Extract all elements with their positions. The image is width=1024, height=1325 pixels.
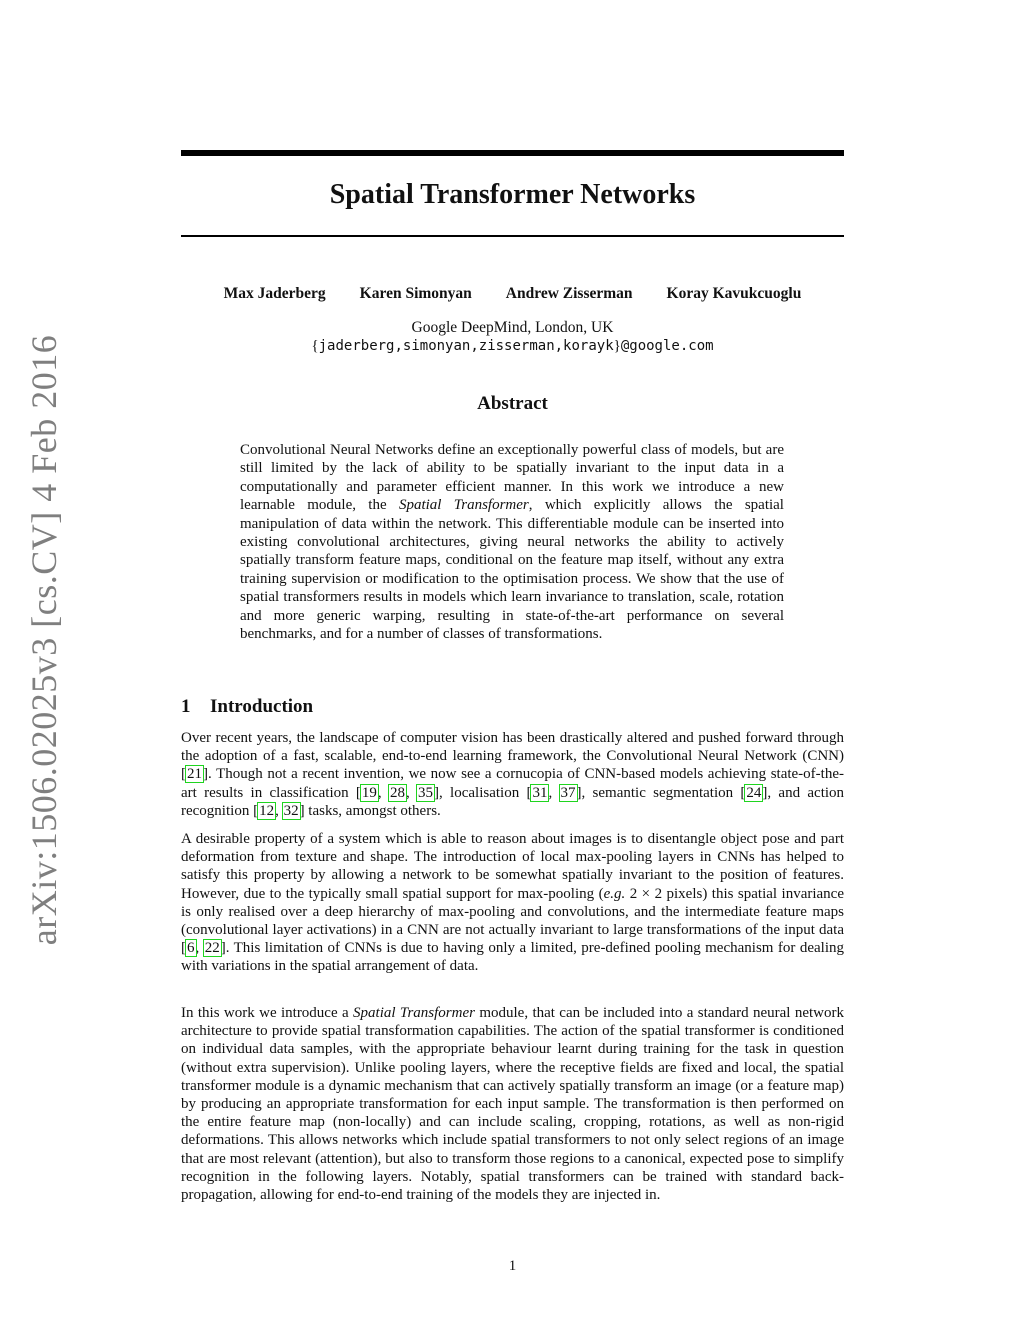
citation-link[interactable]: 32 — [283, 802, 299, 819]
paragraph-text: ], and action recognition [ — [181, 784, 845, 819]
paragraph-text: , — [548, 784, 560, 801]
paragraph-text: , — [275, 802, 283, 819]
author-emails — [181, 337, 844, 356]
author-list — [181, 284, 844, 304]
paragraph-text: , — [405, 784, 418, 801]
intro-paragraph-2 — [181, 830, 844, 976]
paragraph-text: ], semantic segmentation [ — [576, 784, 746, 801]
citation-link[interactable]: 35 — [418, 784, 434, 801]
section-title: Introduction — [210, 696, 314, 717]
title-bottom-rule — [181, 235, 844, 237]
author-name: Andrew Zisserman — [505, 285, 633, 302]
title-top-rule — [181, 150, 844, 156]
brace-close: } — [613, 338, 621, 354]
intro-paragraph-3 — [181, 1004, 844, 1204]
abstract-emphasis: Spatial Transformer — [398, 497, 529, 514]
author-name: Koray Kavukcuoglu — [666, 285, 802, 302]
abstract-body — [240, 441, 784, 643]
brace-open: { — [311, 338, 319, 354]
paragraph-text: ] tasks, amongst others. — [299, 802, 441, 819]
abstract-text: Convolutional Neural Networks define an exceptionally powerful class of models, but are still limited by the lack of ability to be spatially invariant to the input data in a computationally and parameter efficient manner. In this work we introduce a new learnable module, the — [240, 442, 784, 514]
eg-emphasis: e.g. — [603, 885, 626, 902]
paragraph-text: A desirable property of a system which is able to reason about images is to disentangle object pose and part deformation from texture and shape. The introduction of local max-pooling layers in CNNs has helped to satisfy this property by allowing a network to be somewhat spatially invariant to the position of features. However, due to the typically small spatial support for max-pooling ( — [181, 831, 844, 902]
paragraph-text: ], localisation [ — [434, 784, 532, 801]
paragraph-text: ]. This limitation of CNNs is due to having only a limited, pre-defined pooling mechanism for dealing with variations in the spatial arrangement of data. — [181, 940, 844, 975]
citation-link[interactable]: 37 — [560, 784, 576, 801]
author-name: Karen Simonyan — [359, 285, 472, 302]
abstract-heading: Abstract — [477, 393, 548, 414]
affiliation: Google DeepMind, London, UK — [411, 319, 614, 336]
abstract-text: , which explicitly allows the spatial manipulation of data within the network. This differentiable module can be inserted into existing convolutional architectures, giving neural networks the ability to actively spatially transform feature maps, conditional on the feature map itself, without any extra training supervision or modification to the optimisation process. We show that the use of spatial transformers results in models which learn invariance to translation, scale, rotation and more generic warping, resulting in state-of-the-art performance on several benchmarks, and for a number of classes of transformations. — [240, 497, 784, 643]
email-domain: @google.com — [620, 338, 714, 354]
section-heading — [181, 695, 844, 719]
citation-link[interactable]: 24 — [746, 784, 762, 801]
page-number: 1 — [508, 1258, 517, 1274]
paragraph-text: ]. Though not a recent invention, we now see a cornucopia of CNN-based models achieving state-of-the-art results in classification [ — [181, 766, 844, 801]
author-name: Max Jaderberg — [223, 285, 326, 302]
paragraph-text: , — [195, 940, 204, 957]
paper-title: Spatial Transformer Networks — [329, 179, 696, 210]
intro-paragraph-1 — [181, 729, 844, 820]
paragraph-text: , — [377, 784, 389, 801]
citation-link[interactable]: 6 — [187, 940, 195, 957]
citation-link[interactable]: 28 — [389, 784, 405, 801]
citation-link[interactable]: 22 — [204, 940, 220, 957]
citation-link[interactable]: 19 — [361, 784, 377, 801]
paragraph-text: module, that can be included into a standard neural network architecture to provide spatial transformation capabilities. The action of the spatial transformer is conditioned on individual data samples, with the appropriate behaviour learnt during training for the task in question (without extra supervision). Unlike pooling layers, where the receptive fields are fixed and local, the spatial transformer module is a dynamic mechanism that can actively spatially transform an image (or a feature map) by producing an appropriate transformation for each input sample. The transformation is then performed on the entire feature map (non-locally) and can include scaling, cropping, rotations, as well as non-rigid deformations. This allows networks which include spatial transformers to not only select regions of an image that are most relevant (attention), but also to transform those regions to a canonical, expected pose to simplify recognition in the following layers. Notably, spatial transformers can be trained with standard back-propagation, allowing for end-to-end training of the models they are injected in. — [181, 1005, 844, 1204]
citation-link[interactable]: 12 — [259, 802, 275, 819]
paragraph-text: 2 × 2 pixels) this spatial invariance is only realised over a deep hierarchy of max-pooling and convolutions, and the intermediate feature maps (convolutional layer activations) in a CNN are not actually invariant to large transformations of the input data [ — [181, 885, 844, 957]
section-number: 1 — [181, 696, 191, 717]
citation-link[interactable]: 31 — [532, 784, 548, 801]
arxiv-identifier: arXiv:1506.02025v3 [cs.CV] 4 Feb 2016 — [24, 334, 64, 946]
citation-link[interactable]: 21 — [187, 766, 202, 783]
paragraph-text: In this work we introduce a — [181, 1005, 354, 1021]
email-names: jaderberg,simonyan,zisserman,korayk — [318, 338, 614, 354]
spatial-transformer-emphasis: Spatial Transformer — [353, 1005, 475, 1021]
paragraph-text: Over recent years, the landscape of computer vision has been drastically altered and pushed forward through the adoption of a fast, scalable, end-to-end learning framework, the Convolutional Neural Network (CNN) [ — [181, 730, 844, 783]
